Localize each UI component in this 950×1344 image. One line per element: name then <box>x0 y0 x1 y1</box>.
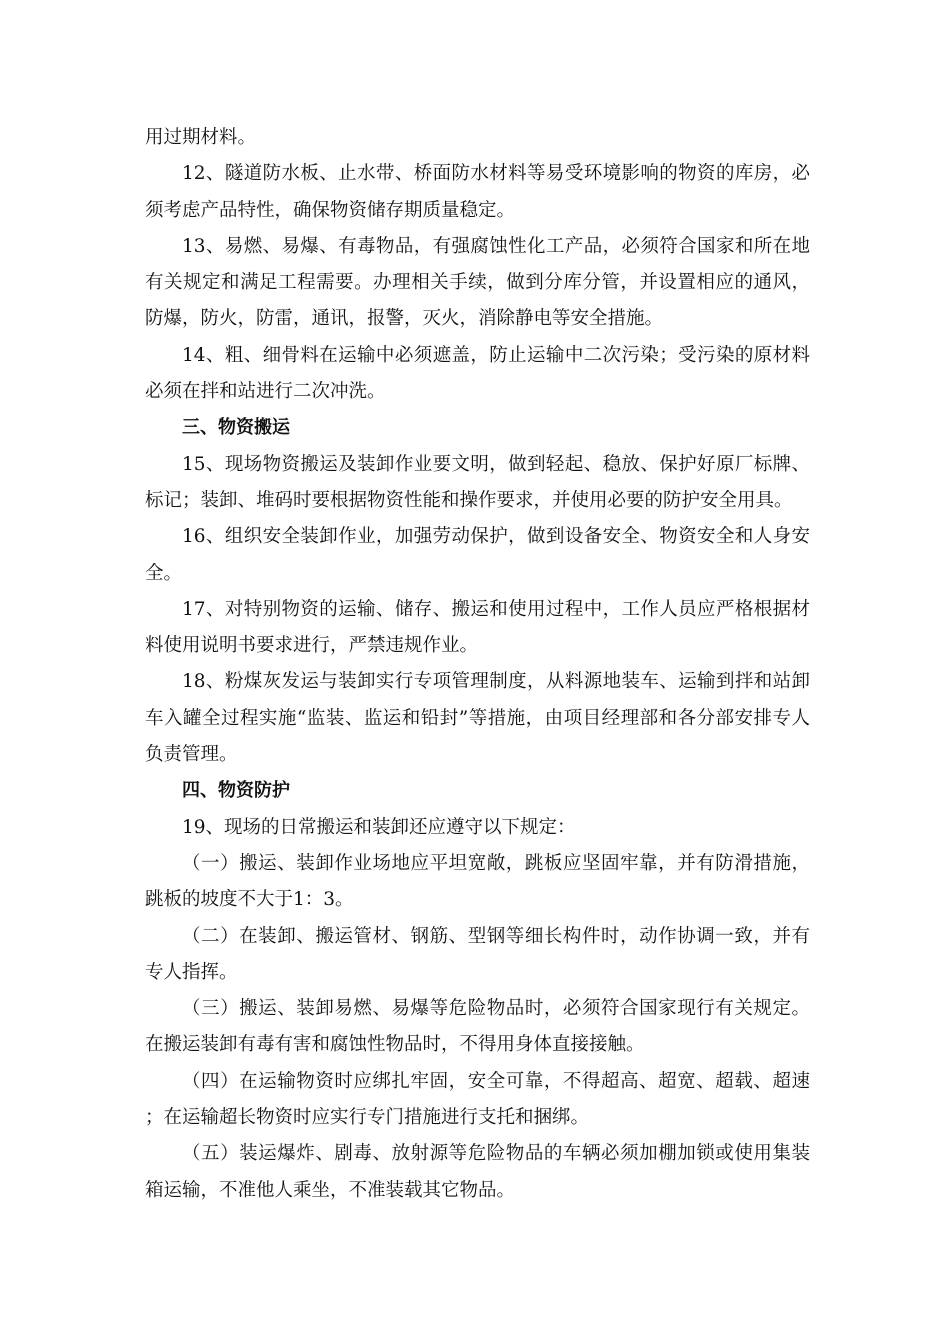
section-heading-material-handling: 三、物资搬运 <box>182 417 290 439</box>
paragraph-continuation: 用过期材料。 <box>145 127 257 148</box>
paragraph-19-item-4: （四）在运输物资时应绑扎牢固，安全可靠，不得超高、超宽、超载、超速；在运输超长物资时应实行专门措施进行支托和捆绑。 <box>145 1070 810 1129</box>
section-heading-material-protection: 四、物资防护 <box>182 780 290 802</box>
document-body <box>145 120 810 1209</box>
paragraph-19-item-1: （一）搬运、装卸作业场地应平坦宽敞，跳板应坚固牢靠，并有防滑措施，跳板的坡度不大于1：3。 <box>145 852 810 911</box>
paragraph-15: 15、现场物资搬运及装卸作业要文明，做到轻起、稳放、保护好原厂标牌、标记；装卸、堆码时要根据物资性能和操作要求，并使用必要的防护安全用具。 <box>145 453 810 511</box>
paragraph-14: 14、粗、细骨料在运输中必须遮盖，防止运输中二次污染；受污染的原材料必须在拌和站进行二次冲洗。 <box>145 344 810 403</box>
paragraph-13: 13、易燃、易爆、有毒物品，有强腐蚀性化工产品，必须符合国家和所在地有关规定和满足工程需要。办理相关手续，做到分库分管，并设置相应的通风，防爆，防火，防雷，通讯，报警，灭火，消除静电等安全措施。 <box>145 235 810 330</box>
paragraph-19-item-2: （二）在装卸、搬运管材、钢筋、型钢等细长构件时，动作协调一致，并有专人指挥。 <box>145 925 810 983</box>
paragraph-19-item-5: （五）装运爆炸、剧毒、放射源等危险物品的车辆必须加棚加锁或使用集装箱运输，不准他人乘坐，不准装载其它物品。 <box>145 1143 810 1201</box>
paragraph-17: 17、对特别物资的运输、储存、搬运和使用过程中，工作人员应严格根据材料使用说明书要求进行，严禁违规作业。 <box>145 598 810 657</box>
paragraph-18: 18、粉煤灰发运与装卸实行专项管理制度，从料源地装车、运输到拌和站卸车入罐全过程实施“监装、监运和铅封”等措施，由项目经理部和各分部安排专人负责管理。 <box>145 671 810 766</box>
paragraph-19-item-3: （三）搬运、装卸易燃、易爆等危险物品时，必须符合国家现行有关规定。在搬运装卸有毒有害和腐蚀性物品时，不得用身体直接接触。 <box>145 998 810 1056</box>
paragraph-19: 19、现场的日常搬运和装卸还应遵守以下规定： <box>182 816 576 838</box>
paragraph-16: 16、组织安全装卸作业，加强劳动保护，做到设备安全、物资安全和人身安全。 <box>145 526 810 584</box>
paragraph-12: 12、隧道防水板、止水带、桥面防水材料等易受环境影响的物资的库房，必须考虑产品特性，确保物资储存期质量稳定。 <box>145 163 810 221</box>
